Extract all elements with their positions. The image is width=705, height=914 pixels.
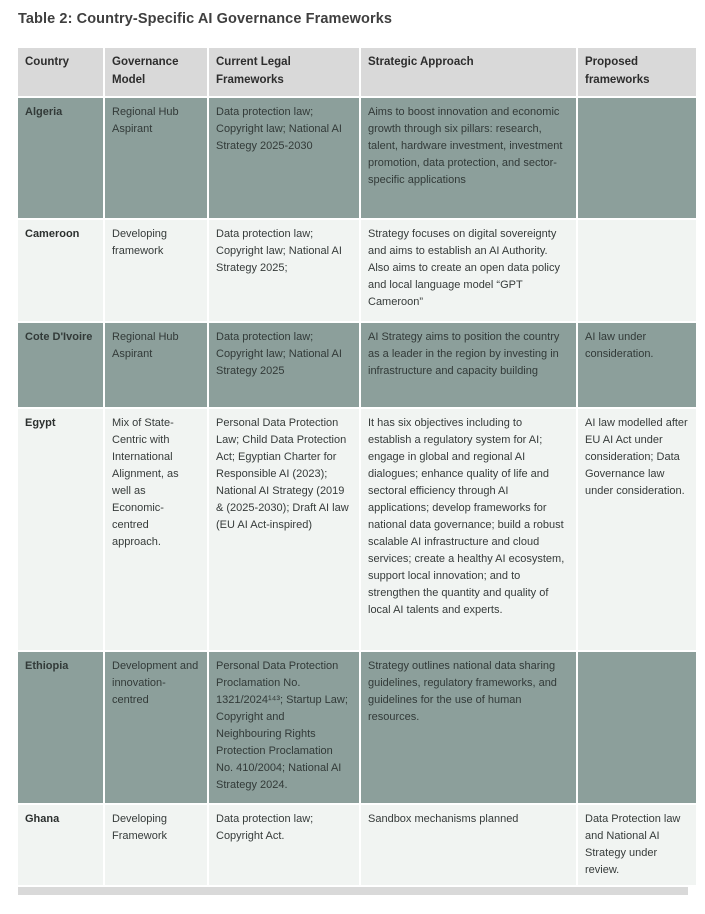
cell-country: Cote D'Ivoire xyxy=(18,323,103,407)
cell-country: Ethiopia xyxy=(18,652,103,803)
cell-legal-frameworks: Personal Data Protection Law; Child Data Protection Act; Egyptian Charter for Responsible AI (2023); National AI Strategy (2019 & (2025-2030); Draft AI law (EU AI Act-inspired) xyxy=(209,409,359,650)
table-bottom-edge xyxy=(18,887,688,895)
cell-country: Ghana xyxy=(18,805,103,885)
cell-strategic-approach: Sandbox mechanisms planned xyxy=(361,805,576,885)
column-header-country: Country xyxy=(18,48,103,96)
table-row-egypt xyxy=(18,409,696,650)
cell-governance-model: Developing framework xyxy=(105,220,207,321)
table-row-cameroon xyxy=(18,220,696,321)
cell-country: Egypt xyxy=(18,409,103,650)
cell-governance-model: Regional Hub Aspirant xyxy=(105,98,207,218)
cell-country: Algeria xyxy=(18,98,103,218)
cell-strategic-approach: Strategy outlines national data sharing guidelines, regulatory frameworks, and guidelines for the use of human resources. xyxy=(361,652,576,803)
cell-proposed-frameworks xyxy=(578,652,696,803)
cell-governance-model: Regional Hub Aspirant xyxy=(105,323,207,407)
cell-country: Cameroon xyxy=(18,220,103,321)
cell-legal-frameworks: Personal Data Protection Proclamation No. 1321/2024¹⁴³; Startup Law; Copyright and Neighbouring Rights Protection Proclamation No. 410/2004; National AI Strategy 2024. xyxy=(209,652,359,803)
column-header-strategic-approach: Strategic Approach xyxy=(361,48,576,96)
cell-governance-model: Developing Framework xyxy=(105,805,207,885)
cell-governance-model: Mix of State-Centric with International Alignment, as well as Economic-centred approach. xyxy=(105,409,207,650)
column-header-proposed-frameworks: Proposed frameworks xyxy=(578,48,696,96)
cell-proposed-frameworks: AI law under consideration. xyxy=(578,323,696,407)
cell-governance-model: Development and innovation-centred xyxy=(105,652,207,803)
cell-strategic-approach: AI Strategy aims to position the country as a leader in the region by investing in infrastructure and capacity building xyxy=(361,323,576,407)
cell-legal-frameworks: Data protection law; Copyright Act. xyxy=(209,805,359,885)
cell-proposed-frameworks xyxy=(578,220,696,321)
cell-legal-frameworks: Data protection law; Copyright law; National AI Strategy 2025 xyxy=(209,323,359,407)
cell-proposed-frameworks: Data Protection law and National AI Strategy under review. xyxy=(578,805,696,885)
cell-proposed-frameworks xyxy=(578,98,696,218)
column-header-legal-frameworks: Current Legal Frameworks xyxy=(209,48,359,96)
cell-strategic-approach: Strategy focuses on digital sovereignty and aims to establish an AI Authority. Also aims to create an open data policy and local language model “GPT Cameroon” xyxy=(361,220,576,321)
column-header-governance-model: Governance Model xyxy=(105,48,207,96)
header-row xyxy=(18,48,696,96)
cell-strategic-approach: Aims to boost innovation and economic growth through six pillars: research, talent, hardware investment, investment promotion, data protection, and sector-specific applications xyxy=(361,98,576,218)
governance-frameworks-table xyxy=(16,46,698,887)
cell-legal-frameworks: Data protection law; Copyright law; National AI Strategy 2025; xyxy=(209,220,359,321)
cell-strategic-approach: It has six objectives including to establish a regulatory system for AI; engage in global and regional AI dialogues; enhance quality of life and sectoral efficiency through AI applications; develop frameworks for national data governance; build a robust scalable AI infrastructure and cloud services; create a healthy AI ecosystem, support local innovation; and to strengthen the quantity and quality of local AI talents and experts. xyxy=(361,409,576,650)
table-row-cote-divoire xyxy=(18,323,696,407)
table-row-ethiopia xyxy=(18,652,696,803)
cell-legal-frameworks: Data protection law; Copyright law; National AI Strategy 2025-2030 xyxy=(209,98,359,218)
table-title: Table 2: Country-Specific AI Governance Frameworks xyxy=(18,11,393,27)
cell-proposed-frameworks: AI law modelled after EU AI Act under consideration; Data Governance law under consideration. xyxy=(578,409,696,650)
table-row-algeria xyxy=(18,98,696,218)
table-row-ghana xyxy=(18,805,696,885)
